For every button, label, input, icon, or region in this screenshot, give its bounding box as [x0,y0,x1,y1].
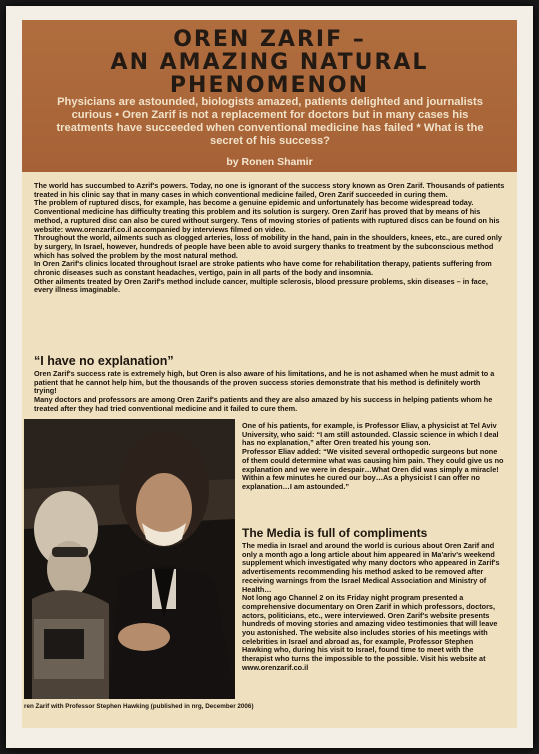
hawking-photo [24,419,235,699]
byline: by Ronen Shamir [226,156,313,168]
intro-paragraph: Throughout the world, ailments such as clogged arteries, loss of mobility in the hand, pain in the shoulders, knees, etc., are cured only by surgery, In Israel, however, hundreds of people have been able to avoid surgery thanks to treatment by the subconscious method which has solved the problem by the most natural method. [34,233,502,260]
intro-paragraph: The world has succumbed to Azrif's powers. Today, no one is ignorant of the success story known as Oren Zarif. Thousands of patients treated in his clinic say that in many cases in which conventional medicine failed, Oren Zarif succeeded in curing them. [34,181,505,199]
right-column-text [242,422,505,492]
body-paragraph: Not long ago Channel 2 on its Friday night program presented a comprehensive documentary on Oren Zarif in which professors, doctors, actors, politicians, etc., were interviewed. Oren Zarif's website presents hundreds of moving stories and amazing video testimonies that will leave you astonished. The website also includes stories of his meetings with celebrities in Israel and abroad as, for example, Professor Stephen Hawking who, during his visit to Israel, found time to meet with the therapist who turns the impossible to the possible. Visit his website at www.orenzarif.co.il [242,593,498,672]
article-subtitle: Physicians are astounded, biologists amazed, patients delighted and journalists curious • Oren Zarif is not a replacement for doctors but in many cases his treatments have succeeded when conventional medicine has failed * What is the secret of his success? [56,96,484,147]
body-paragraph: One of his patients, for example, is Professor Eliav, a physicist at Tel Aviv University, who said: “I am still astounded. Classic science in which I deal has no explanation,” after Oren treated his young son. [242,421,499,448]
media-text [242,542,505,673]
no-explanation-text [34,370,505,414]
heading-no-explanation: “I have no explanation” [34,354,174,368]
article-header [22,20,517,172]
intro-paragraph: Other ailments treated by Oren Zarif's method include cancer, multiple sclerosis, blood pressure problems, skin diseases – in face, every illness imaginable. [34,276,488,295]
intro-text [34,182,505,295]
photo-caption: ren Zarif with Professor Stephen Hawking (published in nrg, December 2006) [24,703,254,710]
intro-paragraph: In Oren Zarif's clinics located throughout Israel are stroke patients who have come for rehabilitation therapy, patients suffering from chronic diseases such as constant headaches, vertigo, pain in all parts of the body and insomnia. [34,259,492,278]
article-page [22,20,517,728]
title-line-1: OREN ZARIF – [173,27,366,52]
body-paragraph: Many doctors and professors are among Oren Zarif's patients and they are also amazed by his success in helping patients whom he treated after they had tried conventional medicine and it failed to cure them. [34,395,493,413]
title-line-3: PHENOMENON [169,73,370,98]
title-line-2: AN AMAZING NATURAL [110,50,429,75]
body-paragraph: Oren Zarif's success rate is extremely high, but Oren is also aware of his limitations, and he is not ashamed when he must admit to a patient that he cannot help him, but the thousands of the proven success stories demonstrate that his method is definitely worth trying! [34,369,495,396]
photo-illustration [24,419,235,699]
intro-paragraph: The problem of ruptured discs, for example, has become a genuine epidemic and unfortunately has become widespread today. Conventional medicine has difficulty treating this problem and its solution is surgery. Oren Zarif has proved that by means of his method, a ruptured disc can also be cured without surgery. Tens of moving stories of patients with ruptured discs can be found on his website: www.orenzarif.co.il accompanied by interviews filmed on video. [34,198,500,234]
body-paragraph: Professor Eliav added: “We visited several orthopedic surgeons but none of them could determine what was causing him pain. They could give us no explanation and we were in despair…What Oren did was simply a miracle! Within a few minutes he cured our boy…As a physicist I can offer no explanation…I am astounded.” [242,447,504,491]
body-paragraph: The media in Israel and around the world is curious about Oren Zarif and only a month ago a long article about him appeared in Ma'ariv's weekend supplement which investigated why many doctors who appeared in Zarif's advertisements recommending his method asked to be removed after receiving warnings from the Israel Medical Association and Ministry of Health… [242,541,500,594]
heading-media: The Media is full of compliments [242,526,428,540]
